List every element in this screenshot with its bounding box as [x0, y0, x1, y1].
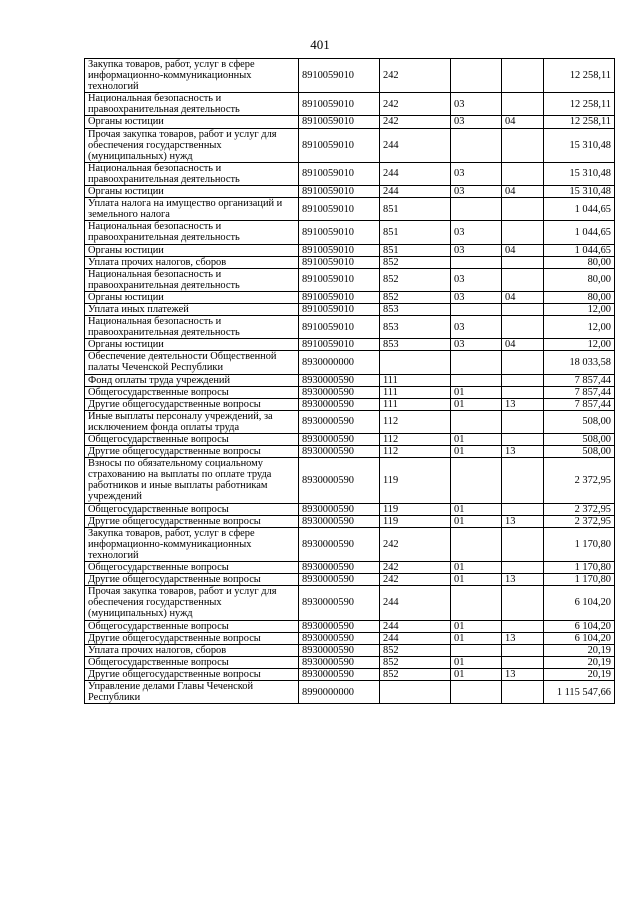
- row-code: 8910059010: [299, 93, 380, 116]
- row-name: Общегосударственные вопросы: [85, 386, 299, 398]
- row-section: [451, 527, 502, 561]
- row-code: 8910059010: [299, 316, 380, 339]
- table-row: [85, 458, 615, 503]
- row-subsection: [502, 620, 544, 632]
- row-amount: 2 372,95: [544, 458, 615, 503]
- row-code: 8930000590: [299, 398, 380, 410]
- row-subsection: [502, 656, 544, 668]
- row-code: 8930000590: [299, 586, 380, 620]
- row-subsection: 04: [502, 291, 544, 303]
- row-subsection: [502, 503, 544, 515]
- row-expense-type: 852: [380, 268, 451, 291]
- row-name: Органы юстиции: [85, 339, 299, 351]
- row-amount: 7 857,44: [544, 374, 615, 386]
- row-subsection: [502, 162, 544, 185]
- row-code: 8930000590: [299, 620, 380, 632]
- table-row: [85, 398, 615, 410]
- row-amount: 80,00: [544, 291, 615, 303]
- row-expense-type: 852: [380, 668, 451, 680]
- table-row: [85, 586, 615, 620]
- row-expense-type: 119: [380, 515, 451, 527]
- row-subsection: [502, 586, 544, 620]
- row-expense-type: 111: [380, 386, 451, 398]
- row-expense-type: 119: [380, 458, 451, 503]
- row-code: 8930000590: [299, 503, 380, 515]
- row-subsection: 04: [502, 116, 544, 128]
- row-amount: 2 372,95: [544, 515, 615, 527]
- row-expense-type: 244: [380, 632, 451, 644]
- table-row: [85, 574, 615, 586]
- row-amount: 1 170,80: [544, 527, 615, 561]
- row-name: Уплата прочих налогов, сборов: [85, 644, 299, 656]
- row-section: [451, 374, 502, 386]
- row-code: 8910059010: [299, 198, 380, 221]
- row-amount: 20,19: [544, 644, 615, 656]
- row-name: Обеспечение деятельности Общественной палаты Чеченской Республики: [85, 351, 299, 374]
- row-name: Управление делами Главы Чеченской Республики: [85, 680, 299, 703]
- row-name: Общегосударственные вопросы: [85, 656, 299, 668]
- row-expense-type: 242: [380, 562, 451, 574]
- row-name: Другие общегосударственные вопросы: [85, 632, 299, 644]
- row-section: 01: [451, 632, 502, 644]
- row-code: 8910059010: [299, 186, 380, 198]
- row-name: Фонд оплаты труда учреждений: [85, 374, 299, 386]
- row-amount: 508,00: [544, 446, 615, 458]
- row-code: 8910059010: [299, 256, 380, 268]
- row-expense-type: 112: [380, 434, 451, 446]
- row-amount: 1 115 547,66: [544, 680, 615, 703]
- table-row: [85, 244, 615, 256]
- row-section: 01: [451, 503, 502, 515]
- row-section: 01: [451, 398, 502, 410]
- row-subsection: 13: [502, 446, 544, 458]
- table-row: [85, 339, 615, 351]
- row-name: Национальная безопасность и правоохранительная деятельность: [85, 268, 299, 291]
- row-amount: 12,00: [544, 316, 615, 339]
- table-row: [85, 527, 615, 561]
- row-expense-type: 851: [380, 198, 451, 221]
- row-section: 03: [451, 221, 502, 244]
- row-code: 8930000590: [299, 386, 380, 398]
- table-row: [85, 162, 615, 185]
- row-amount: 15 310,48: [544, 128, 615, 162]
- row-section: 03: [451, 339, 502, 351]
- row-expense-type: 112: [380, 446, 451, 458]
- row-subsection: [502, 562, 544, 574]
- row-name: Национальная безопасность и правоохранительная деятельность: [85, 316, 299, 339]
- row-amount: 7 857,44: [544, 386, 615, 398]
- row-section: 01: [451, 656, 502, 668]
- row-section: 01: [451, 386, 502, 398]
- row-name: Прочая закупка товаров, работ и услуг для обеспечения государственных (муниципальных) нужд: [85, 128, 299, 162]
- row-subsection: [502, 59, 544, 93]
- row-subsection: [502, 410, 544, 433]
- row-subsection: [502, 268, 544, 291]
- table-row: [85, 632, 615, 644]
- row-amount: 6 104,20: [544, 586, 615, 620]
- row-expense-type: 119: [380, 503, 451, 515]
- row-expense-type: 112: [380, 410, 451, 433]
- table-row: [85, 198, 615, 221]
- row-code: 8930000590: [299, 434, 380, 446]
- row-code: 8930000590: [299, 446, 380, 458]
- table-row: [85, 221, 615, 244]
- row-code: 8930000590: [299, 656, 380, 668]
- table-row: [85, 562, 615, 574]
- row-expense-type: 244: [380, 186, 451, 198]
- table-row: [85, 434, 615, 446]
- row-subsection: 13: [502, 668, 544, 680]
- row-section: [451, 680, 502, 703]
- row-amount: 18 033,58: [544, 351, 615, 374]
- row-subsection: [502, 386, 544, 398]
- row-amount: 12,00: [544, 303, 615, 315]
- row-section: 03: [451, 268, 502, 291]
- row-name: Органы юстиции: [85, 186, 299, 198]
- table-row: [85, 644, 615, 656]
- row-expense-type: 111: [380, 398, 451, 410]
- row-section: 03: [451, 162, 502, 185]
- table-row: [85, 351, 615, 374]
- table-row: [85, 93, 615, 116]
- table-row: [85, 503, 615, 515]
- row-subsection: 13: [502, 515, 544, 527]
- row-code: 8910059010: [299, 59, 380, 93]
- table-row: [85, 316, 615, 339]
- table-row: [85, 303, 615, 315]
- row-amount: 1 170,80: [544, 562, 615, 574]
- row-subsection: 04: [502, 186, 544, 198]
- row-expense-type: 244: [380, 128, 451, 162]
- row-name: Другие общегосударственные вопросы: [85, 515, 299, 527]
- row-expense-type: 244: [380, 586, 451, 620]
- row-name: Взносы по обязательному социальному страхованию на выплаты по оплате труда работников и иные выплаты работникам учреждений: [85, 458, 299, 503]
- row-expense-type: 853: [380, 303, 451, 315]
- row-name: Органы юстиции: [85, 244, 299, 256]
- table-row: [85, 116, 615, 128]
- row-code: 8910059010: [299, 162, 380, 185]
- row-expense-type: 852: [380, 291, 451, 303]
- row-name: Общегосударственные вопросы: [85, 434, 299, 446]
- row-expense-type: [380, 351, 451, 374]
- row-subsection: 13: [502, 632, 544, 644]
- table-row: [85, 515, 615, 527]
- table-row: [85, 386, 615, 398]
- row-section: 01: [451, 446, 502, 458]
- row-amount: 15 310,48: [544, 162, 615, 185]
- row-code: 8910059010: [299, 244, 380, 256]
- row-expense-type: 242: [380, 116, 451, 128]
- row-amount: 1 044,65: [544, 221, 615, 244]
- row-expense-type: 242: [380, 93, 451, 116]
- row-name: Органы юстиции: [85, 291, 299, 303]
- row-subsection: [502, 351, 544, 374]
- row-section: 03: [451, 116, 502, 128]
- row-expense-type: 852: [380, 256, 451, 268]
- row-section: [451, 59, 502, 93]
- row-expense-type: 852: [380, 656, 451, 668]
- row-section: 01: [451, 562, 502, 574]
- table-row: [85, 128, 615, 162]
- row-name: Закупка товаров, работ, услуг в сфере информационно-коммуникационных технологий: [85, 527, 299, 561]
- row-code: 8910059010: [299, 303, 380, 315]
- row-name: Закупка товаров, работ, услуг в сфере информационно-коммуникационных технологий: [85, 59, 299, 93]
- table-row: [85, 656, 615, 668]
- row-subsection: [502, 221, 544, 244]
- row-code: 8930000590: [299, 632, 380, 644]
- row-name: Органы юстиции: [85, 116, 299, 128]
- row-subsection: [502, 256, 544, 268]
- row-amount: 1 044,65: [544, 244, 615, 256]
- row-subsection: [502, 434, 544, 446]
- row-subsection: 04: [502, 339, 544, 351]
- row-expense-type: 244: [380, 162, 451, 185]
- row-code: 8910059010: [299, 268, 380, 291]
- row-name: Уплата прочих налогов, сборов: [85, 256, 299, 268]
- row-section: [451, 644, 502, 656]
- budget-table: [84, 58, 615, 704]
- row-expense-type: 851: [380, 244, 451, 256]
- row-amount: 12 258,11: [544, 93, 615, 116]
- row-name: Другие общегосударственные вопросы: [85, 574, 299, 586]
- row-amount: 508,00: [544, 434, 615, 446]
- row-code: 8910059010: [299, 339, 380, 351]
- table-row: [85, 446, 615, 458]
- row-section: 01: [451, 668, 502, 680]
- table-row: [85, 59, 615, 93]
- row-subsection: [502, 527, 544, 561]
- row-subsection: [502, 680, 544, 703]
- row-section: 01: [451, 574, 502, 586]
- row-name: Прочая закупка товаров, работ и услуг для обеспечения государственных (муниципальных) нужд: [85, 586, 299, 620]
- row-name: Национальная безопасность и правоохранительная деятельность: [85, 93, 299, 116]
- row-amount: 6 104,20: [544, 632, 615, 644]
- row-amount: 80,00: [544, 256, 615, 268]
- table-row: [85, 374, 615, 386]
- row-expense-type: 242: [380, 59, 451, 93]
- row-code: 8930000590: [299, 410, 380, 433]
- row-section: [451, 256, 502, 268]
- row-subsection: 13: [502, 398, 544, 410]
- row-amount: 1 170,80: [544, 574, 615, 586]
- budget-table-body: [85, 59, 615, 704]
- row-code: 8930000590: [299, 562, 380, 574]
- row-section: 01: [451, 515, 502, 527]
- row-section: [451, 128, 502, 162]
- row-name: Уплата иных платежей: [85, 303, 299, 315]
- row-expense-type: 853: [380, 339, 451, 351]
- row-name: Другие общегосударственные вопросы: [85, 446, 299, 458]
- row-section: 03: [451, 316, 502, 339]
- row-expense-type: 853: [380, 316, 451, 339]
- row-amount: 508,00: [544, 410, 615, 433]
- row-name: Национальная безопасность и правоохранительная деятельность: [85, 221, 299, 244]
- row-code: 8910059010: [299, 291, 380, 303]
- row-section: 01: [451, 434, 502, 446]
- row-expense-type: [380, 680, 451, 703]
- row-amount: 20,19: [544, 656, 615, 668]
- row-amount: 12 258,11: [544, 59, 615, 93]
- row-code: 8930000590: [299, 644, 380, 656]
- row-subsection: [502, 644, 544, 656]
- row-subsection: 13: [502, 574, 544, 586]
- row-subsection: [502, 303, 544, 315]
- row-section: [451, 586, 502, 620]
- table-row: [85, 410, 615, 433]
- row-name: Национальная безопасность и правоохранительная деятельность: [85, 162, 299, 185]
- row-amount: 7 857,44: [544, 398, 615, 410]
- row-expense-type: 111: [380, 374, 451, 386]
- row-name: Другие общегосударственные вопросы: [85, 668, 299, 680]
- row-section: 03: [451, 93, 502, 116]
- row-section: 03: [451, 186, 502, 198]
- row-expense-type: 242: [380, 527, 451, 561]
- table-row: [85, 186, 615, 198]
- row-subsection: [502, 128, 544, 162]
- row-section: [451, 351, 502, 374]
- row-amount: 2 372,95: [544, 503, 615, 515]
- row-section: [451, 198, 502, 221]
- row-name: Общегосударственные вопросы: [85, 562, 299, 574]
- table-row: [85, 256, 615, 268]
- row-expense-type: 851: [380, 221, 451, 244]
- row-expense-type: 852: [380, 644, 451, 656]
- row-subsection: [502, 316, 544, 339]
- table-row: [85, 620, 615, 632]
- row-amount: 20,19: [544, 668, 615, 680]
- row-amount: 12 258,11: [544, 116, 615, 128]
- table-row: [85, 668, 615, 680]
- row-name: Иные выплаты персоналу учреждений, за исключением фонда оплаты труда: [85, 410, 299, 433]
- row-section: 01: [451, 620, 502, 632]
- row-amount: 1 044,65: [544, 198, 615, 221]
- row-amount: 12,00: [544, 339, 615, 351]
- row-subsection: 04: [502, 244, 544, 256]
- row-section: 03: [451, 244, 502, 256]
- page-number: 401: [310, 37, 330, 52]
- row-section: 03: [451, 291, 502, 303]
- row-name: Уплата налога на имущество организаций и земельного налога: [85, 198, 299, 221]
- row-code: 8930000590: [299, 574, 380, 586]
- row-subsection: [502, 93, 544, 116]
- row-code: 8930000590: [299, 458, 380, 503]
- row-code: 8930000000: [299, 351, 380, 374]
- table-row: [85, 680, 615, 703]
- row-code: 8910059010: [299, 116, 380, 128]
- row-amount: 6 104,20: [544, 620, 615, 632]
- row-expense-type: 244: [380, 620, 451, 632]
- row-name: Общегосударственные вопросы: [85, 620, 299, 632]
- row-code: 8990000000: [299, 680, 380, 703]
- row-subsection: [502, 374, 544, 386]
- row-section: [451, 458, 502, 503]
- row-code: 8910059010: [299, 221, 380, 244]
- row-code: 8930000590: [299, 374, 380, 386]
- row-subsection: [502, 198, 544, 221]
- row-name: Другие общегосударственные вопросы: [85, 398, 299, 410]
- row-code: 8930000590: [299, 668, 380, 680]
- row-code: 8930000590: [299, 515, 380, 527]
- table-row: [85, 268, 615, 291]
- row-subsection: [502, 458, 544, 503]
- row-amount: 80,00: [544, 268, 615, 291]
- row-expense-type: 242: [380, 574, 451, 586]
- row-amount: 15 310,48: [544, 186, 615, 198]
- row-section: [451, 303, 502, 315]
- row-code: 8930000590: [299, 527, 380, 561]
- table-row: [85, 291, 615, 303]
- row-name: Общегосударственные вопросы: [85, 503, 299, 515]
- row-section: [451, 410, 502, 433]
- row-code: 8910059010: [299, 128, 380, 162]
